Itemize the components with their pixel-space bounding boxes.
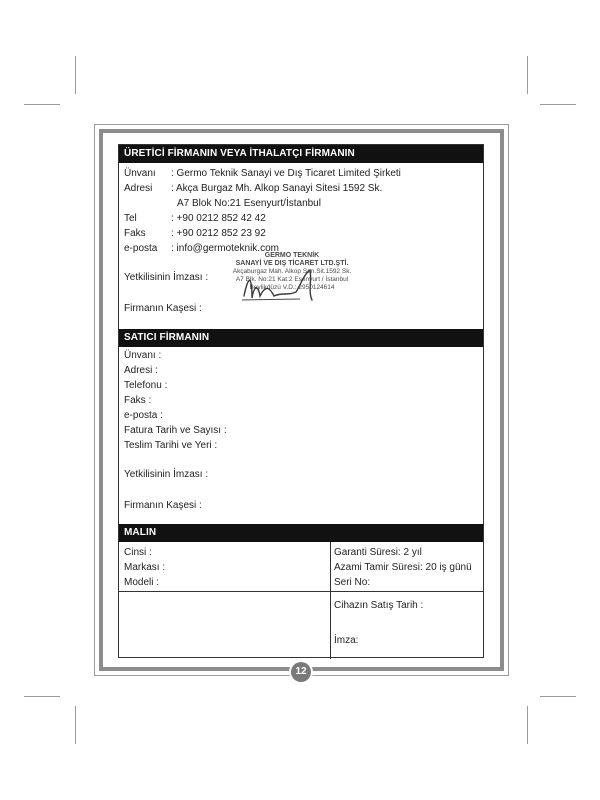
goods-serial-label: Seri No: — [334, 577, 371, 588]
goods-model-label: Modeli : — [124, 577, 160, 588]
crop-mark — [24, 696, 60, 697]
goods-brand-label: Markası : — [124, 562, 166, 573]
seller-phone-label: Telefonu : — [124, 380, 168, 391]
goods-repair-label: Azami Tamir Süresi: 20 iş günü — [334, 562, 472, 573]
goods-column-divider — [330, 542, 331, 659]
manufacturer-address-line2: A7 Blok No:21 Esenyurt/İstanbul — [177, 198, 321, 209]
handwritten-signature — [240, 266, 330, 306]
goods-sale-date-label: Cihazın Satış Tarih : — [334, 600, 424, 611]
seller-email-label: e-posta : — [124, 410, 163, 421]
crop-mark — [24, 104, 60, 105]
crop-mark — [75, 706, 76, 744]
seller-invoice-label: Fatura Tarih ve Sayısı : — [124, 425, 227, 436]
goods-warranty-label: Garanti Süresi: 2 yıl — [334, 547, 422, 558]
seller-signature-label: Yetkilisinin İmzası : — [124, 469, 209, 480]
seller-header: SATICI FİRMANIN — [119, 329, 483, 347]
crop-mark — [527, 706, 528, 744]
crop-mark — [540, 104, 576, 105]
manufacturer-fax-label: Faks — [124, 228, 146, 239]
goods-signature-label: İmza: — [334, 635, 359, 646]
manufacturer-title-label: Ünvanı — [124, 168, 156, 179]
goods-row-divider — [119, 591, 483, 592]
manufacturer-fax-value: : +90 0212 852 23 92 — [171, 228, 266, 239]
stamp-line: Akçaburgaz Mah. Alkop San.Sit.1592 Sk. — [232, 268, 352, 275]
manufacturer-address-label: Adresi — [124, 183, 153, 194]
manufacturer-header: ÜRETİCİ FİRMANIN VEYA İTHALATÇI FİRMANIN — [119, 145, 483, 163]
stamp-line: SANAYİ VE DIŞ TİCARET LTD.ŞTİ. — [235, 260, 349, 267]
goods-type-label: Cinsi : — [124, 547, 152, 558]
seller-stamp-label: Firmanın Kaşesi : — [124, 500, 202, 511]
stamp-line: Beylikdüzü V.D.: 2950124614 — [249, 284, 335, 291]
stamp-line: A7 Blk. No:21 Kat:2 Esenyurt / İstanbul — [235, 276, 349, 283]
warranty-form — [118, 144, 484, 658]
crop-mark — [540, 696, 576, 697]
manufacturer-phone-label: Tel — [124, 213, 137, 224]
manufacturer-email-label: e-posta — [124, 243, 158, 254]
goods-header: MALIN — [119, 524, 483, 542]
stamp-line: GERMO TEKNİK — [264, 252, 320, 259]
crop-mark — [75, 56, 76, 94]
manufacturer-stamp-label: Firmanın Kaşesi : — [124, 303, 202, 314]
manufacturer-title-value: : Germo Teknik Sanayi ve Dış Ticaret Limited Şirketi — [171, 168, 401, 179]
manufacturer-email-value: : info@germoteknik.com — [171, 243, 279, 254]
manufacturer-address-line1: : Akça Burgaz Mh. Alkop Sanayi Sitesi 1592 Sk. — [171, 183, 383, 194]
seller-delivery-label: Teslim Tarihi ve Yeri : — [124, 440, 218, 451]
page-number-badge: 12 — [291, 662, 311, 682]
seller-title-label: Ünvanı : — [124, 350, 162, 361]
manufacturer-signature-label: Yetkilisinin İmzası : — [124, 272, 209, 283]
seller-address-label: Adresi : — [124, 365, 158, 376]
seller-fax-label: Faks : — [124, 395, 152, 406]
crop-mark — [527, 56, 528, 94]
manufacturer-phone-value: : +90 0212 852 42 42 — [171, 213, 266, 224]
